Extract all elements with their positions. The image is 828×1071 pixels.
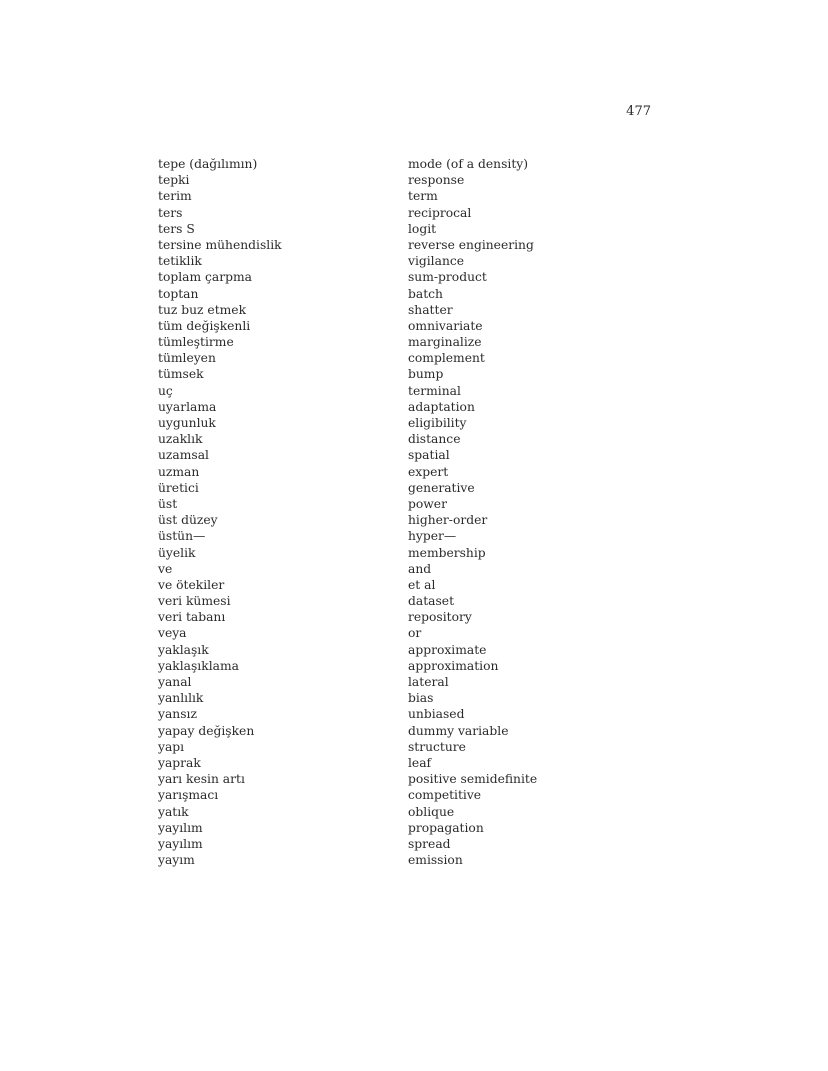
glossary-row: [158, 399, 658, 415]
glossary-row: [158, 188, 658, 204]
turkish-term: yaklaşık: [158, 642, 209, 657]
english-term: propagation: [408, 820, 484, 835]
turkish-term: uzaklık: [158, 432, 203, 447]
turkish-term: üstün—: [158, 529, 206, 544]
glossary-row: [158, 496, 658, 512]
turkish-term: ve ötekiler: [158, 577, 225, 592]
turkish-term: yayılım: [158, 836, 203, 851]
turkish-term: terim: [158, 189, 192, 204]
glossary-row: [158, 642, 658, 658]
english-term: reciprocal: [408, 205, 472, 220]
glossary-row: [158, 480, 658, 496]
english-term: power: [408, 496, 447, 511]
turkish-term: yapı: [158, 739, 185, 754]
glossary-row: [158, 253, 658, 269]
english-term: terminal: [408, 383, 461, 398]
glossary-row: [158, 561, 658, 577]
turkish-term: tepe (dağılımın): [158, 157, 258, 171]
glossary-row: [158, 593, 658, 609]
english-term: emission: [408, 853, 463, 868]
english-term: adaptation: [408, 399, 475, 414]
turkish-term: tepki: [158, 173, 190, 188]
turkish-term: yansız: [158, 707, 197, 722]
english-term: positive semidefinite: [408, 772, 538, 787]
glossary-row: [158, 771, 658, 787]
turkish-term: tersine mühendislik: [158, 237, 282, 252]
glossary-row: [158, 350, 658, 366]
glossary-row: [158, 804, 658, 820]
glossary-row: [158, 723, 658, 739]
english-term: batch: [408, 286, 443, 301]
turkish-term: uzman: [158, 464, 200, 479]
glossary-row: [158, 366, 658, 382]
glossary-row: [158, 221, 658, 237]
glossary-row: [158, 464, 658, 480]
glossary-row: [158, 172, 658, 188]
turkish-term: üretici: [158, 480, 199, 495]
turkish-term: üst: [158, 496, 178, 511]
english-term: marginalize: [408, 335, 482, 350]
glossary-row: [158, 415, 658, 431]
english-term: leaf: [408, 755, 432, 770]
english-term: repository: [408, 610, 472, 625]
turkish-term: tümleyen: [158, 351, 216, 366]
english-term: et al: [408, 577, 436, 592]
turkish-term: veri tabanı: [158, 610, 226, 625]
turkish-term: veya: [158, 626, 187, 641]
glossary-row: [158, 674, 658, 690]
english-term: approximate: [408, 642, 487, 657]
glossary-row: [158, 205, 658, 221]
english-term: higher-order: [408, 513, 488, 528]
turkish-term: uyarlama: [158, 399, 217, 414]
english-term: shatter: [408, 302, 453, 317]
glossary-row: [158, 852, 658, 868]
english-term: term: [408, 189, 438, 204]
glossary-row: [158, 383, 658, 399]
turkish-term: tümsek: [158, 367, 204, 382]
page-number: 477: [626, 104, 651, 119]
glossary-row: [158, 609, 658, 625]
english-term: oblique: [408, 804, 455, 819]
turkish-term: ters: [158, 205, 183, 220]
english-term: spread: [408, 836, 451, 851]
glossary-row: [158, 512, 658, 528]
turkish-term: toptan: [158, 286, 199, 301]
glossary-row: [158, 334, 658, 350]
glossary-row: [158, 625, 658, 641]
english-term: approximation: [408, 658, 499, 673]
turkish-term: tuz buz etmek: [158, 302, 247, 317]
english-term: unbiased: [408, 707, 465, 722]
glossary-row: [158, 269, 658, 285]
turkish-term: tetiklik: [158, 254, 202, 269]
english-term: generative: [408, 480, 475, 495]
turkish-term: yapay değişken: [158, 723, 255, 738]
glossary-row: [158, 545, 658, 561]
english-term: logit: [408, 221, 437, 236]
english-term: dataset: [408, 594, 455, 609]
english-term: bias: [408, 691, 434, 706]
english-term: structure: [408, 739, 466, 754]
turkish-term: uygunluk: [158, 416, 216, 430]
english-term: distance: [408, 432, 461, 447]
turkish-term: tümleştirme: [158, 335, 234, 350]
glossary-row: [158, 577, 658, 593]
glossary-row: [158, 787, 658, 803]
english-term: expert: [408, 464, 449, 479]
turkish-term: ve: [158, 561, 173, 576]
turkish-term: yaprak: [158, 755, 201, 770]
english-term: omnivariate: [408, 318, 483, 333]
turkish-term: uç: [158, 383, 173, 398]
english-term: reverse engineering: [408, 237, 534, 252]
english-term: sum-product: [408, 270, 487, 285]
turkish-term: yarı kesin artı: [158, 772, 245, 787]
english-term: or: [408, 626, 422, 641]
english-term: complement: [408, 351, 485, 366]
glossary-row: [158, 739, 658, 755]
english-term: mode (of a density): [408, 157, 529, 171]
glossary-row: [158, 302, 658, 318]
glossary-row: [158, 528, 658, 544]
english-term: bump: [408, 367, 444, 382]
glossary-row: [158, 431, 658, 447]
turkish-term: yayılım: [158, 820, 203, 835]
english-term: response: [408, 173, 465, 188]
turkish-term: uzamsal: [158, 448, 209, 463]
english-term: vigilance: [408, 254, 465, 269]
glossary-table: [158, 156, 658, 868]
glossary-row: [158, 706, 658, 722]
turkish-term: veri kümesi: [158, 594, 231, 609]
glossary-row: [158, 318, 658, 334]
english-term: spatial: [408, 448, 450, 463]
english-term: membership: [408, 545, 486, 560]
glossary-row: [158, 836, 658, 852]
english-term: eligibility: [408, 416, 467, 430]
glossary-row: [158, 658, 658, 674]
turkish-term: yatık: [158, 804, 189, 819]
turkish-term: yarışmacı: [158, 788, 219, 803]
english-term: competitive: [408, 788, 482, 803]
turkish-term: toplam çarpma: [158, 270, 253, 285]
turkish-term: tüm değişkenli: [158, 318, 251, 333]
turkish-term: yanal: [158, 675, 192, 689]
glossary-row: [158, 690, 658, 706]
turkish-term: yanlılık: [158, 691, 204, 706]
glossary-row: [158, 755, 658, 771]
english-term: hyper—: [408, 529, 457, 544]
english-term: dummy variable: [408, 723, 509, 738]
english-term: and: [408, 561, 432, 576]
glossary-row: [158, 820, 658, 836]
turkish-term: yayım: [158, 853, 195, 868]
english-term: lateral: [408, 675, 449, 689]
glossary-row: [158, 156, 658, 172]
turkish-term: yaklaşıklama: [158, 658, 239, 673]
glossary-row: [158, 447, 658, 463]
turkish-term: ters S: [158, 221, 195, 236]
glossary-row: [158, 237, 658, 253]
glossary-row: [158, 286, 658, 302]
turkish-term: üst düzey: [158, 513, 218, 528]
turkish-term: üyelik: [158, 545, 196, 560]
